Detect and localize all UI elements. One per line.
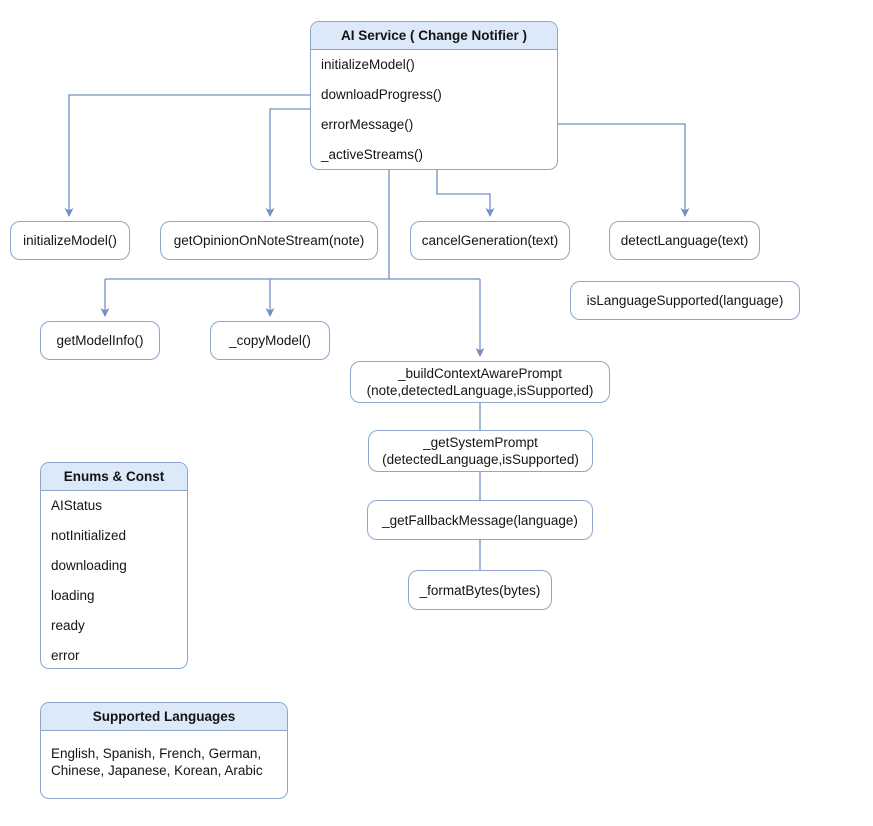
node-label: _getFallbackMessage(language) — [382, 512, 578, 528]
node-label: isLanguageSupported(language) — [586, 293, 784, 308]
enums-const-title: Enums & Const — [41, 463, 187, 491]
node-get-system-prompt[interactable] — [368, 430, 593, 472]
method-active-streams: _activeStreams() — [321, 147, 424, 162]
supported-languages-list: English, Spanish, French, German, Chinese, Japanese, Korean, Arabic — [51, 746, 263, 778]
node-initialize-model[interactable] — [10, 221, 130, 260]
enum-item-error: error — [51, 648, 80, 663]
method-download-progress: downloadProgress() — [321, 87, 442, 102]
node-copy-model[interactable] — [210, 321, 330, 360]
supported-languages-title: Supported Languages — [41, 703, 287, 731]
method-error-message: errorMessage() — [321, 117, 414, 132]
edge-main-to-initialize-model — [69, 95, 310, 216]
node-label-line2: (note,detectedLanguage,isSupported) — [366, 383, 594, 398]
node-get-fallback-message[interactable] — [367, 500, 593, 540]
node-label: _formatBytes(bytes) — [419, 582, 541, 598]
node-detect-language[interactable] — [609, 221, 760, 260]
node-label-line1: _buildContextAwarePrompt — [397, 366, 563, 381]
node-label: detectLanguage(text) — [620, 233, 749, 248]
node-get-opinion-on-note-stream[interactable] — [160, 221, 378, 260]
node-label: getModelInfo() — [56, 333, 144, 348]
node-ai-service-class[interactable] — [310, 21, 558, 170]
node-is-language-supported[interactable] — [570, 281, 800, 320]
panel-supported-languages[interactable] — [40, 702, 288, 799]
enum-item-not-initialized: notInitialized — [51, 528, 127, 543]
node-get-model-info[interactable] — [40, 321, 160, 360]
edge-main-to-cancel-generation — [437, 170, 490, 216]
node-label: _copyModel() — [229, 333, 311, 348]
node-label-line2: (detectedLanguage,isSupported) — [382, 452, 579, 467]
enum-item-loading: loading — [51, 588, 95, 603]
enum-item-downloading: downloading — [51, 558, 127, 573]
panel-enums-const[interactable] — [40, 462, 188, 669]
node-label: cancelGeneration(text) — [421, 233, 559, 248]
node-label: getOpinionOnNoteStream(note) — [173, 233, 365, 248]
node-cancel-generation[interactable] — [410, 221, 570, 260]
enum-item-ai-status: AIStatus — [51, 498, 103, 513]
method-initialize-model: initializeModel() — [321, 57, 415, 72]
node-build-context-aware-prompt[interactable] — [350, 361, 610, 403]
node-label: initializeModel() — [23, 233, 117, 248]
ai-service-title: AI Service ( Change Notifier ) — [311, 22, 557, 50]
node-format-bytes[interactable] — [408, 570, 552, 610]
edge-main-to-detect-language — [558, 124, 685, 216]
enum-item-ready: ready — [51, 618, 85, 633]
node-label-line1: _getSystemPrompt — [423, 435, 538, 450]
edge-main-to-get-opinion — [270, 109, 310, 216]
